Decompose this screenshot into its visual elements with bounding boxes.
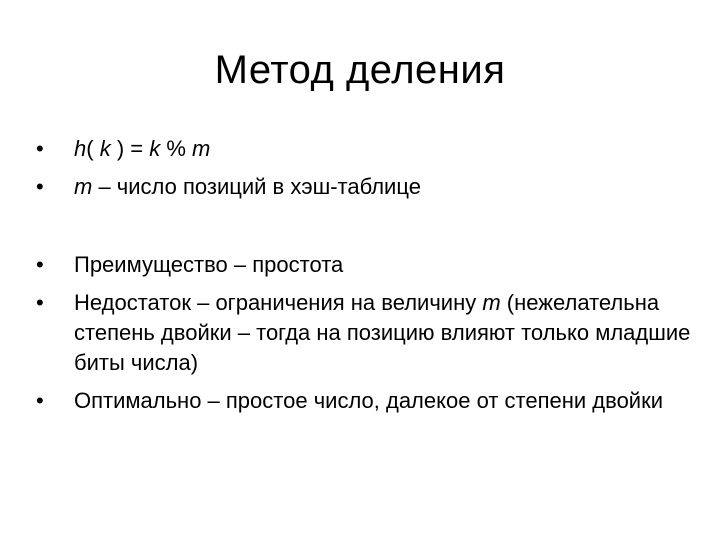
- bullet-list: [36, 134, 696, 424]
- var-m: m: [482, 290, 501, 315]
- formula-h: h: [74, 136, 87, 161]
- optimal-text: Оптимально – простое число, далекое от степени двойки: [74, 388, 664, 413]
- bullet-advantage: [36, 250, 696, 280]
- slide-title: Метод деления: [214, 48, 506, 92]
- bullet-optimal: [36, 386, 696, 416]
- bullet-marker: •: [36, 252, 44, 277]
- bullet-marker: •: [36, 290, 44, 315]
- bullet-formula: [36, 134, 696, 164]
- bullet-marker: •: [36, 136, 44, 161]
- var-m: m: [74, 174, 93, 199]
- formula-paren-open: (: [86, 136, 100, 161]
- disadvantage-text: Недостаток – ограничения на величину: [74, 290, 483, 315]
- formula-m: m: [192, 136, 211, 161]
- formula-equals: ) =: [110, 136, 150, 161]
- bullet-m-definition: [36, 172, 696, 202]
- m-definition-text: – число позиций в хэш-таблице: [92, 174, 421, 199]
- advantage-text: Преимущество – простота: [74, 252, 344, 277]
- disadvantage-rest: (нежелательна степень двойки – тогда на позицию влияют только младшие биты числа): [74, 290, 691, 375]
- bullet-disadvantage: [36, 288, 696, 378]
- formula-mod: %: [160, 136, 193, 161]
- formula-k: k: [99, 136, 111, 161]
- bullet-marker: •: [36, 388, 44, 413]
- formula-k2: k: [149, 136, 161, 161]
- bullet-marker: •: [36, 174, 44, 199]
